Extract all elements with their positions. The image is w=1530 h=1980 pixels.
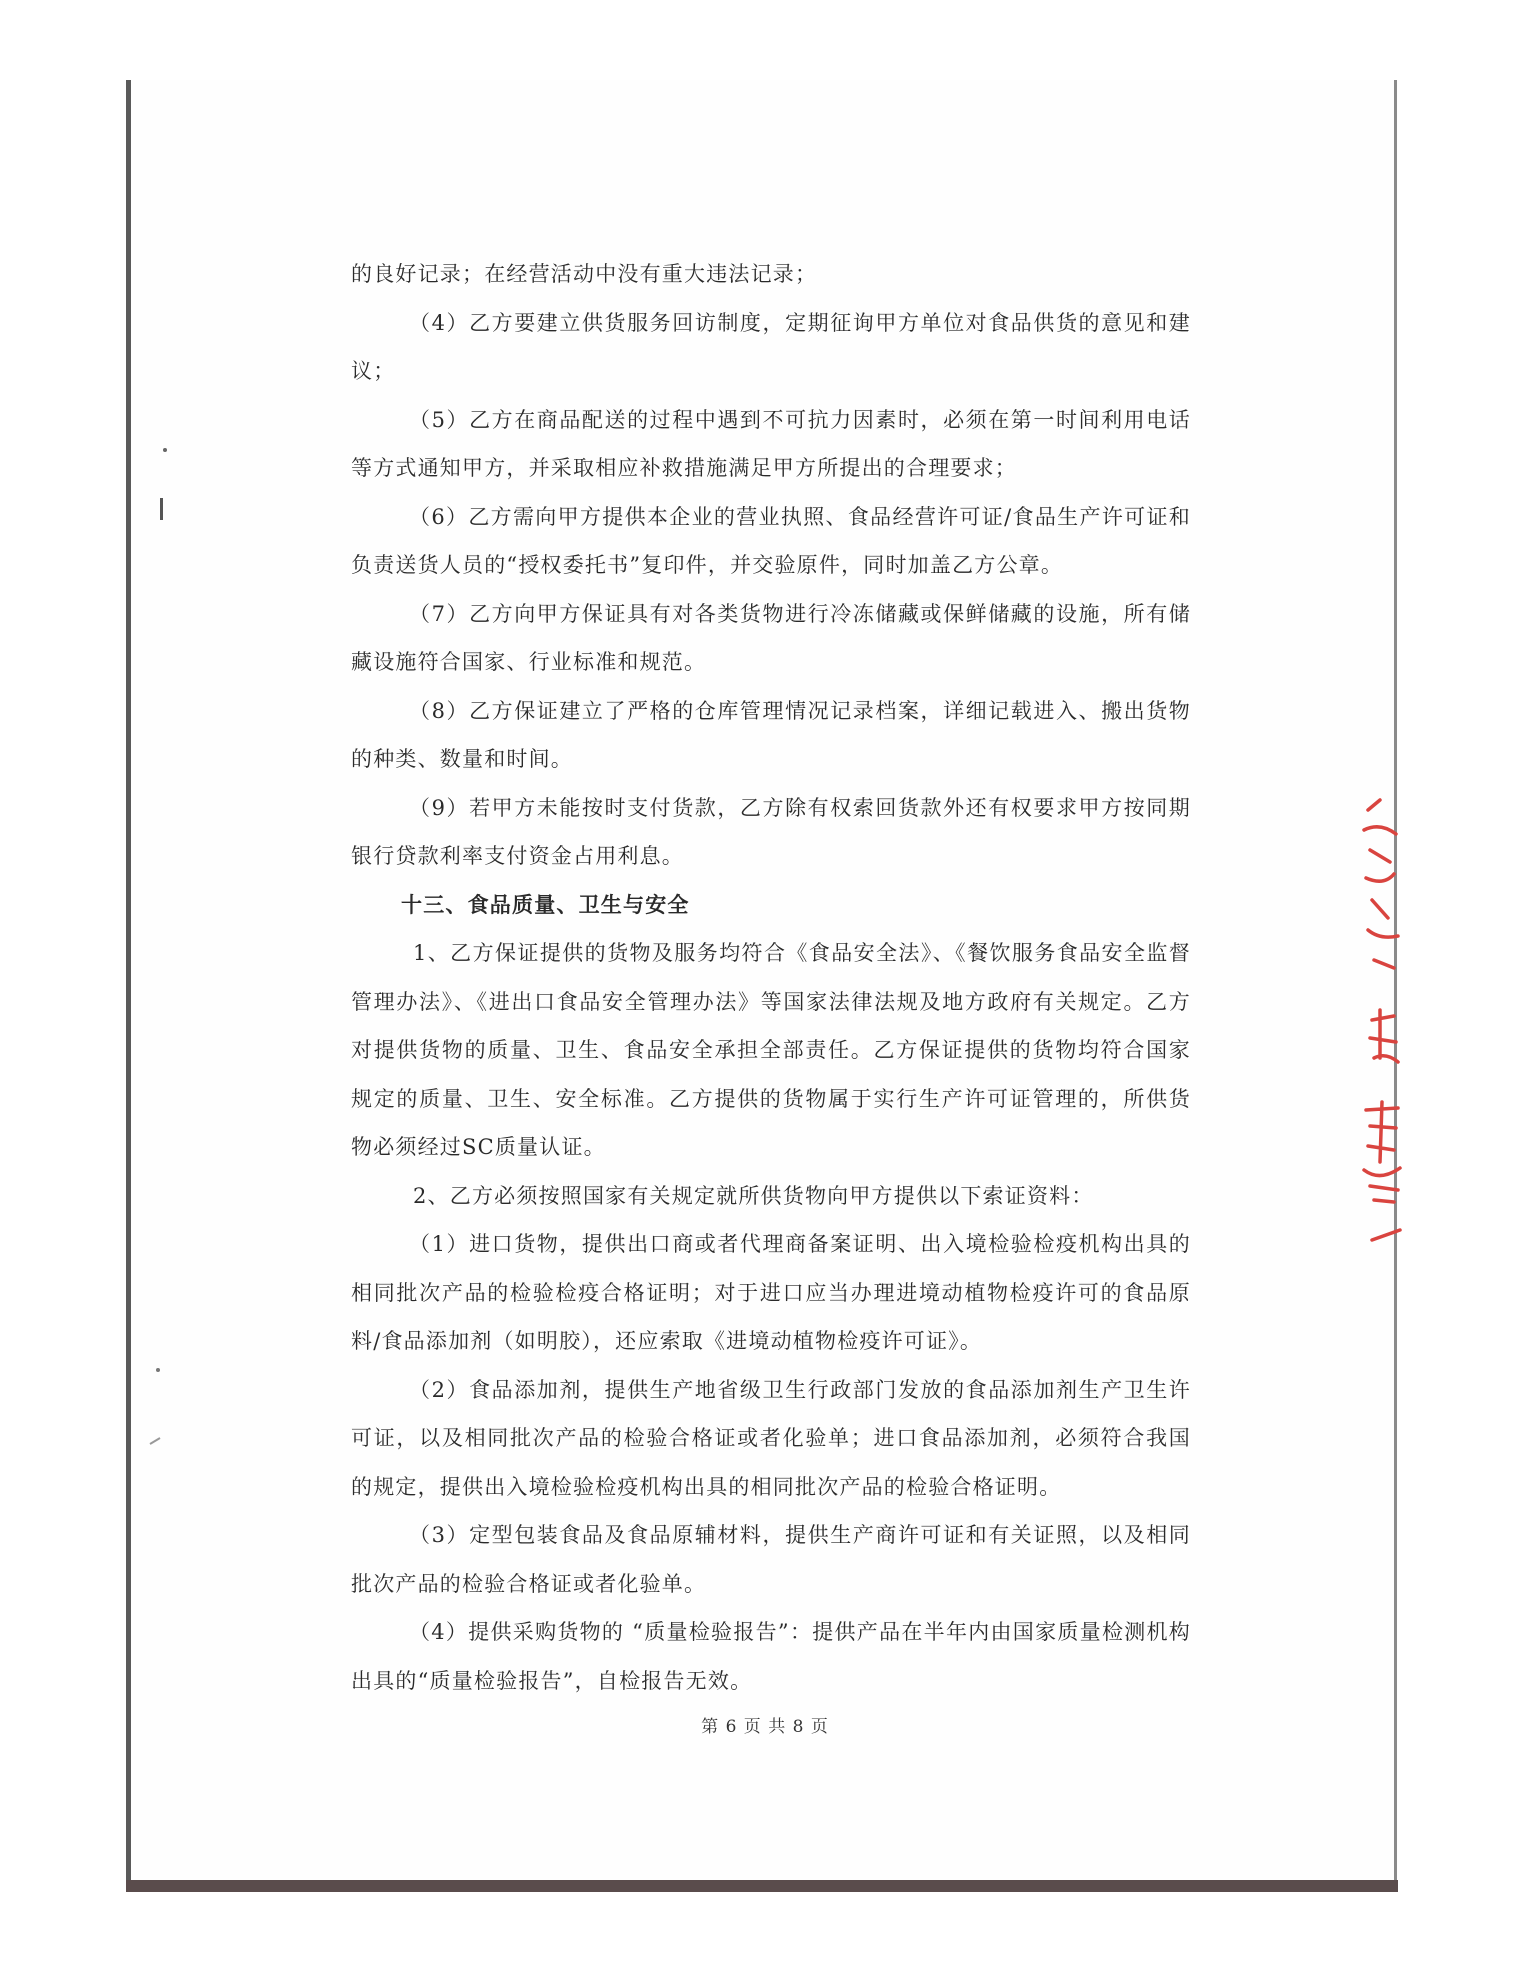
- red-seal-fragment: [1350, 790, 1410, 1350]
- paragraph-continuation: 的良好记录；在经营活动中没有重大违法记录；: [351, 262, 818, 286]
- clause-5: （5）乙方在商品配送的过程中遇到不可抗力因素时，必须在第一时间利用电话等方式通知甲方，并采取相应补救措施满足甲方所提出的合理要求；: [351, 407, 1191, 480]
- scan-edge-bottom: [126, 1880, 1398, 1892]
- clause-7: （7）乙方向甲方保证具有对各类货物进行冷冻储藏或保鲜储藏的设施，所有储藏设施符合国家、行业标准和规范。: [351, 601, 1191, 674]
- clause-6: （6）乙方需向甲方提供本企业的营业执照、食品经营许可证/食品生产许可证和负责送货人员的“授权委托书”复印件，并交验原件，同时加盖乙方公章。: [351, 504, 1191, 577]
- section-item-2: 2、乙方必须按照国家有关规定就所供货物向甲方提供以下索证资料：: [413, 1183, 1094, 1208]
- clause-8: （8）乙方保证建立了严格的仓库管理情况记录档案，详细记载进入、搬出货物的种类、数量和时间。: [351, 698, 1191, 771]
- sub-item-4: （4）提供采购货物的 “质量检验报告”：提供产品在半年内由国家质量检测机构出具的“质量检验报告”，自检报告无效。: [351, 1620, 1191, 1693]
- contract-body: [351, 250, 1191, 1705]
- section-heading: 十三、食品质量、卫生与安全: [401, 892, 690, 917]
- section-item-1: 1、乙方保证提供的货物及服务均符合《食品安全法》、《餐饮服务食品安全监督管理办法》、《进出口食品安全管理办法》等国家法律法规及地方政府有关规定。乙方对提供货物的质量、卫生、食品安全承担全部责任。乙方保证提供的货物均符合国家规定的质量、卫生、安全标准。乙方提供的货物属于实行生产许可证管理的，所供货物必须经过SC质量认证。: [351, 941, 1191, 1159]
- page-number: 第 6 页 共 8 页: [701, 1717, 829, 1737]
- clause-9: （9）若甲方未能按时支付货款，乙方除有权索回货款外还有权要求甲方按同期银行贷款利率支付资金占用利息。: [351, 795, 1191, 868]
- scan-edge-left: [126, 80, 131, 1890]
- sub-item-3: （3）定型包装食品及食品原辅材料，提供生产商许可证和有关证照，以及相同批次产品的检验合格证或者化验单。: [351, 1523, 1191, 1596]
- seal-strokes: [1364, 800, 1400, 1240]
- sub-item-1: （1）进口货物，提供出口商或者代理商备案证明、出入境检验检疫机构出具的相同批次产品的检验检疫合格证明；对于进口应当办理进境动植物检疫许可的食品原料/食品添加剂（如明胶），还应索取《进境动植物检疫许可证》。: [351, 1232, 1191, 1353]
- clause-4: （4）乙方要建立供货服务回访制度，定期征询甲方单位对食品供货的意见和建议；: [351, 310, 1191, 383]
- sub-item-2: （2）食品添加剂，提供生产地省级卫生行政部门发放的食品添加剂生产卫生许可证，以及相同批次产品的检验合格证或者化验单；进口食品添加剂，必须符合我国的规定，提供出入境检验检疫机构出具的相同批次产品的检验合格证明。: [351, 1377, 1191, 1499]
